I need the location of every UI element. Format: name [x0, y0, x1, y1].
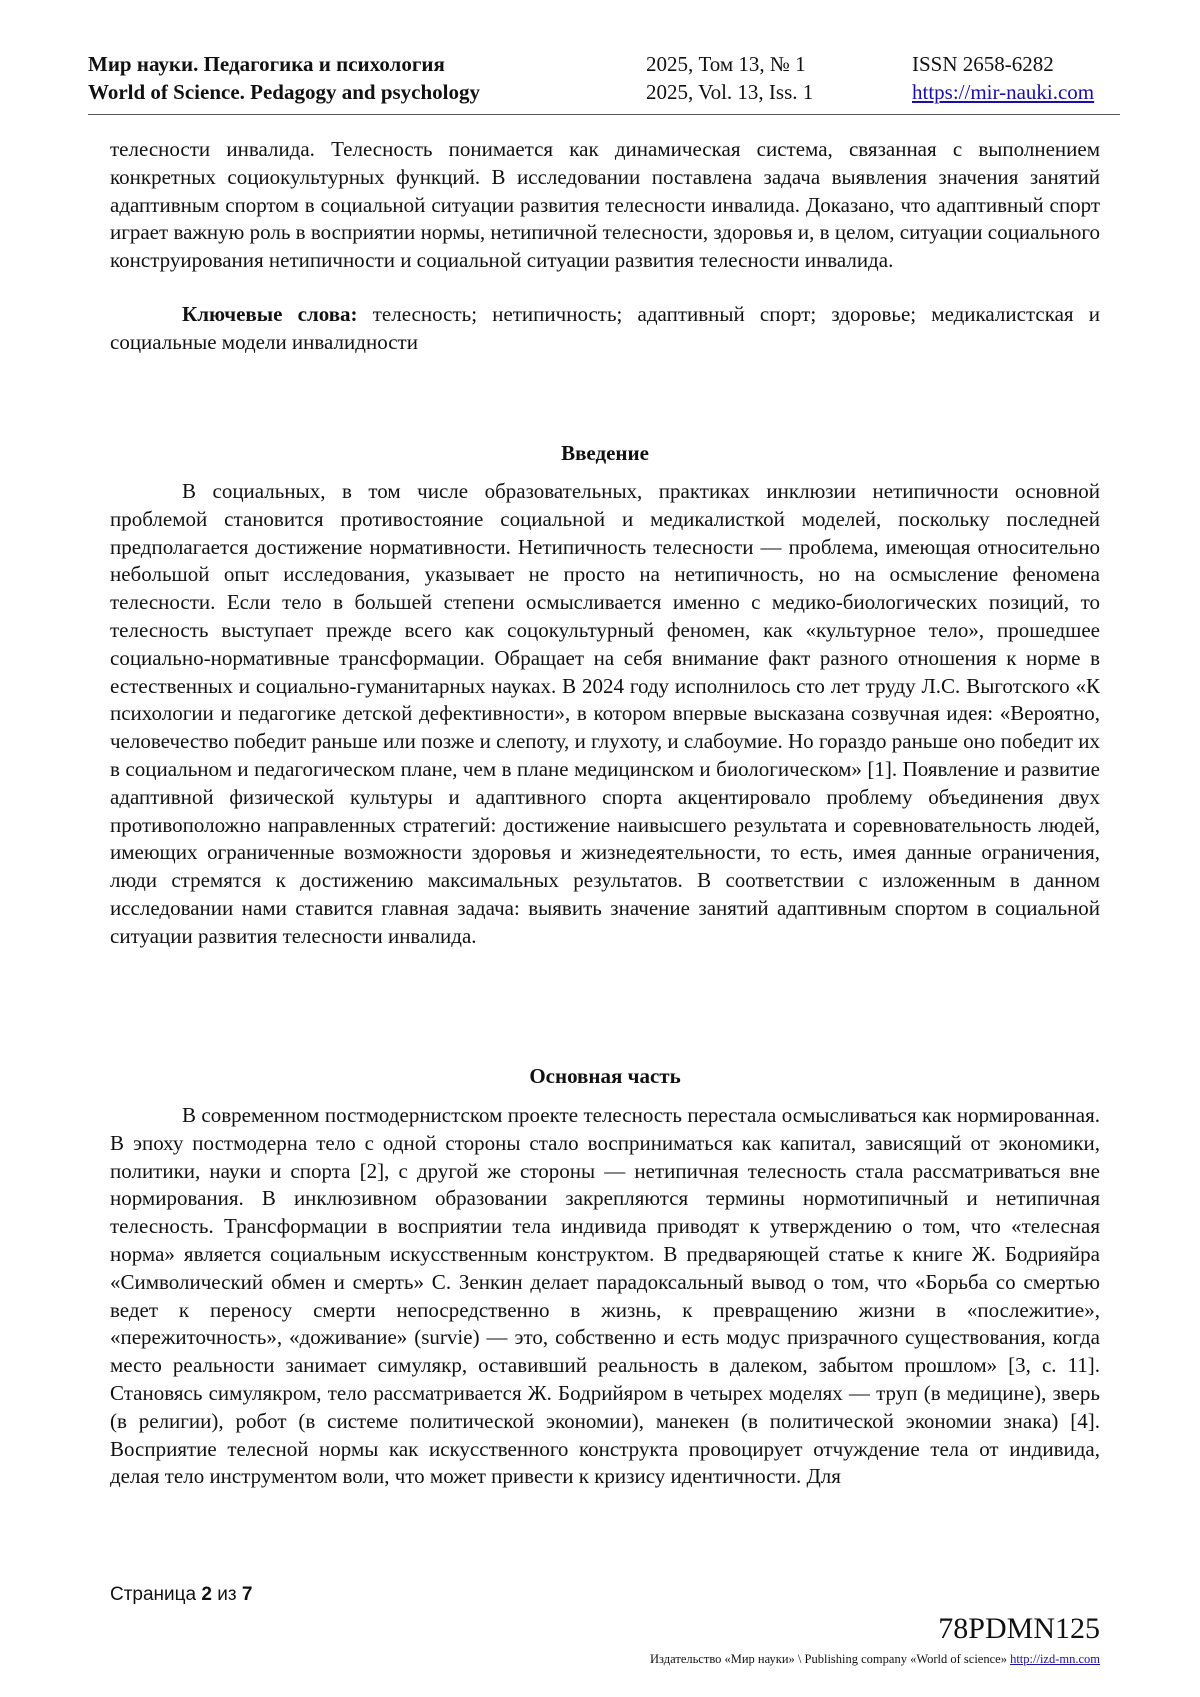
- abstract-tail: телесности инвалида. Телесность понимается как динамическая система, связанная с выполнением конкретных социокультурных функций. В исследовании поставлена задача выявления значения занятий адаптивным спортом в социальной ситуации развития телесности инвалида. Доказано, что адаптивный спорт играет важную роль в восприятии нормы, нетипичной телесности, здоровья и, в целом, ситуации социального конструирования нетипичности и социальной ситуации развития телесности инвалида.: [110, 137, 1100, 273]
- main-heading: Основная часть: [529, 1064, 681, 1088]
- publisher-text: Издательство «Мир науки» \ Publishing company «World of science»: [650, 1652, 1011, 1666]
- page-current: 2: [201, 1584, 212, 1605]
- keywords-block: [110, 301, 1100, 357]
- main-section: [110, 1102, 1100, 1491]
- journal-title-ru: Мир науки. Педагогика и психология: [88, 52, 445, 76]
- website-link[interactable]: https://mir-nauki.com: [912, 80, 1095, 104]
- keywords-text: телесность; нетипичность; адаптивный спорт; здоровье; медикалистская и социальные модели инвалидности: [110, 302, 1100, 354]
- publisher-line: [650, 1652, 1100, 1667]
- page-sep: из: [211, 1584, 242, 1605]
- page-number: [110, 1584, 252, 1606]
- keywords-label: Ключевые слова:: [182, 302, 358, 326]
- page-prefix: Страница: [110, 1584, 202, 1605]
- main-paragraph: В современном постмодернистском проекте телесность перестала осмысливаться как нормированная. В эпоху постмодерна тело с одной стороны стало восприниматься как капитал, зависящий от экономики, политики, науки и спорта [2], с другой же стороны — нетипичная телесность стала рассматриваться вне нормирования. В инклюзивном образовании закрепляются термины нормотипичный и нетипичная телесность. Трансформации в восприятии тела индивида приводят к утверждению о том, что «телесная норма» является социальным искусственным конструктом. В предваряющей статье к книге Ж. Бодрияйра «Символический обмен и смерть» С. Зенкин делает парадоксальный вывод о том, что «Борьба со смертью ведет к переносу смерти непосредственно в жизнь, к превращению жизни в «послежитие», «пережиточность», «доживание» (survie) — это, собственно и есть модус призрачного существования, когда место реальности занимает симулякр, оставивший реальность в далеком, забытом прошлом» [3, с. 11]. Становясь симулякром, тело рассматривается Ж. Бодрийяром в четырех моделях — труп (в медицине), зверь (в религии), робот (в системе политической экономии), манекен (в политической экономии знака) [4]. Восприятие телесной нормы как искусственного конструкта провоцирует отчуждение тела от индивида, делая тело инструментом воли, что может привести к кризису идентичности. Для: [110, 1103, 1100, 1489]
- article-code: 78PDMN125: [938, 1612, 1100, 1645]
- publisher-link[interactable]: http://izd-mn.com: [1010, 1652, 1100, 1666]
- abstract-block: [110, 136, 1100, 275]
- issue-en: 2025, Vol. 13, Iss. 1: [646, 80, 814, 104]
- issue-ru: 2025, Том 13, № 1: [646, 52, 806, 76]
- intro-paragraph: В социальных, в том числе образовательных, практиках инклюзии нетипичности основной проблемой становится противостояние социальной и медикалисткой моделей, поскольку последней предполагается достижение нормативности. Нетипичность телесности — проблема, имеющая относительно небольшой опыт исследования, указывает не просто на нетипичность, но на осмысление феномена телесности. Если тело в большей степени осмысливается именно с медико-биологических позиций, то телесность выступает прежде всего как соцокультурный феномен, как «культурное тело», прошедшее социально-нормативные трансформации. Обращает на себя внимание факт разного отношения к норме в естественных и социально-гуманитарных науках. В 2024 году исполнилось сто лет труду Л.С. Выготского «К психологии и педагогике детской дефективности», в котором впервые высказана созвучная идея: «Вероятно, человечество победит раньше или позже и слепоту, и глухоту, и слабоумие. Но гораздо раньше оно победит их в социальном и педагогическом плане, чем в плане медицинском и биологическом» [1]. Появление и развитие адаптивной физической культуры и адаптивного спорта акцентировало проблему объединения двух противоположно направленных стратегий: достижение наивысшего результата и соревновательность людей, имеющих ограниченные возможности здоровья и жизнедеятельности, то есть, имея данные ограничения, люди стремятся к достижению максимальных результатов. В соответствии с изложенным в данном исследовании нами ставится главная задача: выявить значение занятий адаптивным спортом в социальной ситуации развития телесности инвалида.: [110, 479, 1100, 948]
- page-total: 7: [241, 1584, 253, 1605]
- issn: ISSN 2658-6282: [912, 52, 1054, 76]
- intro-heading: Введение: [561, 441, 649, 465]
- journal-title-block: [88, 50, 480, 106]
- intro-section: [110, 478, 1100, 951]
- issue-info: [646, 50, 813, 106]
- issn-block: [912, 50, 1094, 106]
- journal-header: [88, 50, 1120, 115]
- journal-title-en: World of Science. Pedagogy and psychology: [88, 80, 481, 104]
- keywords: [110, 301, 1100, 357]
